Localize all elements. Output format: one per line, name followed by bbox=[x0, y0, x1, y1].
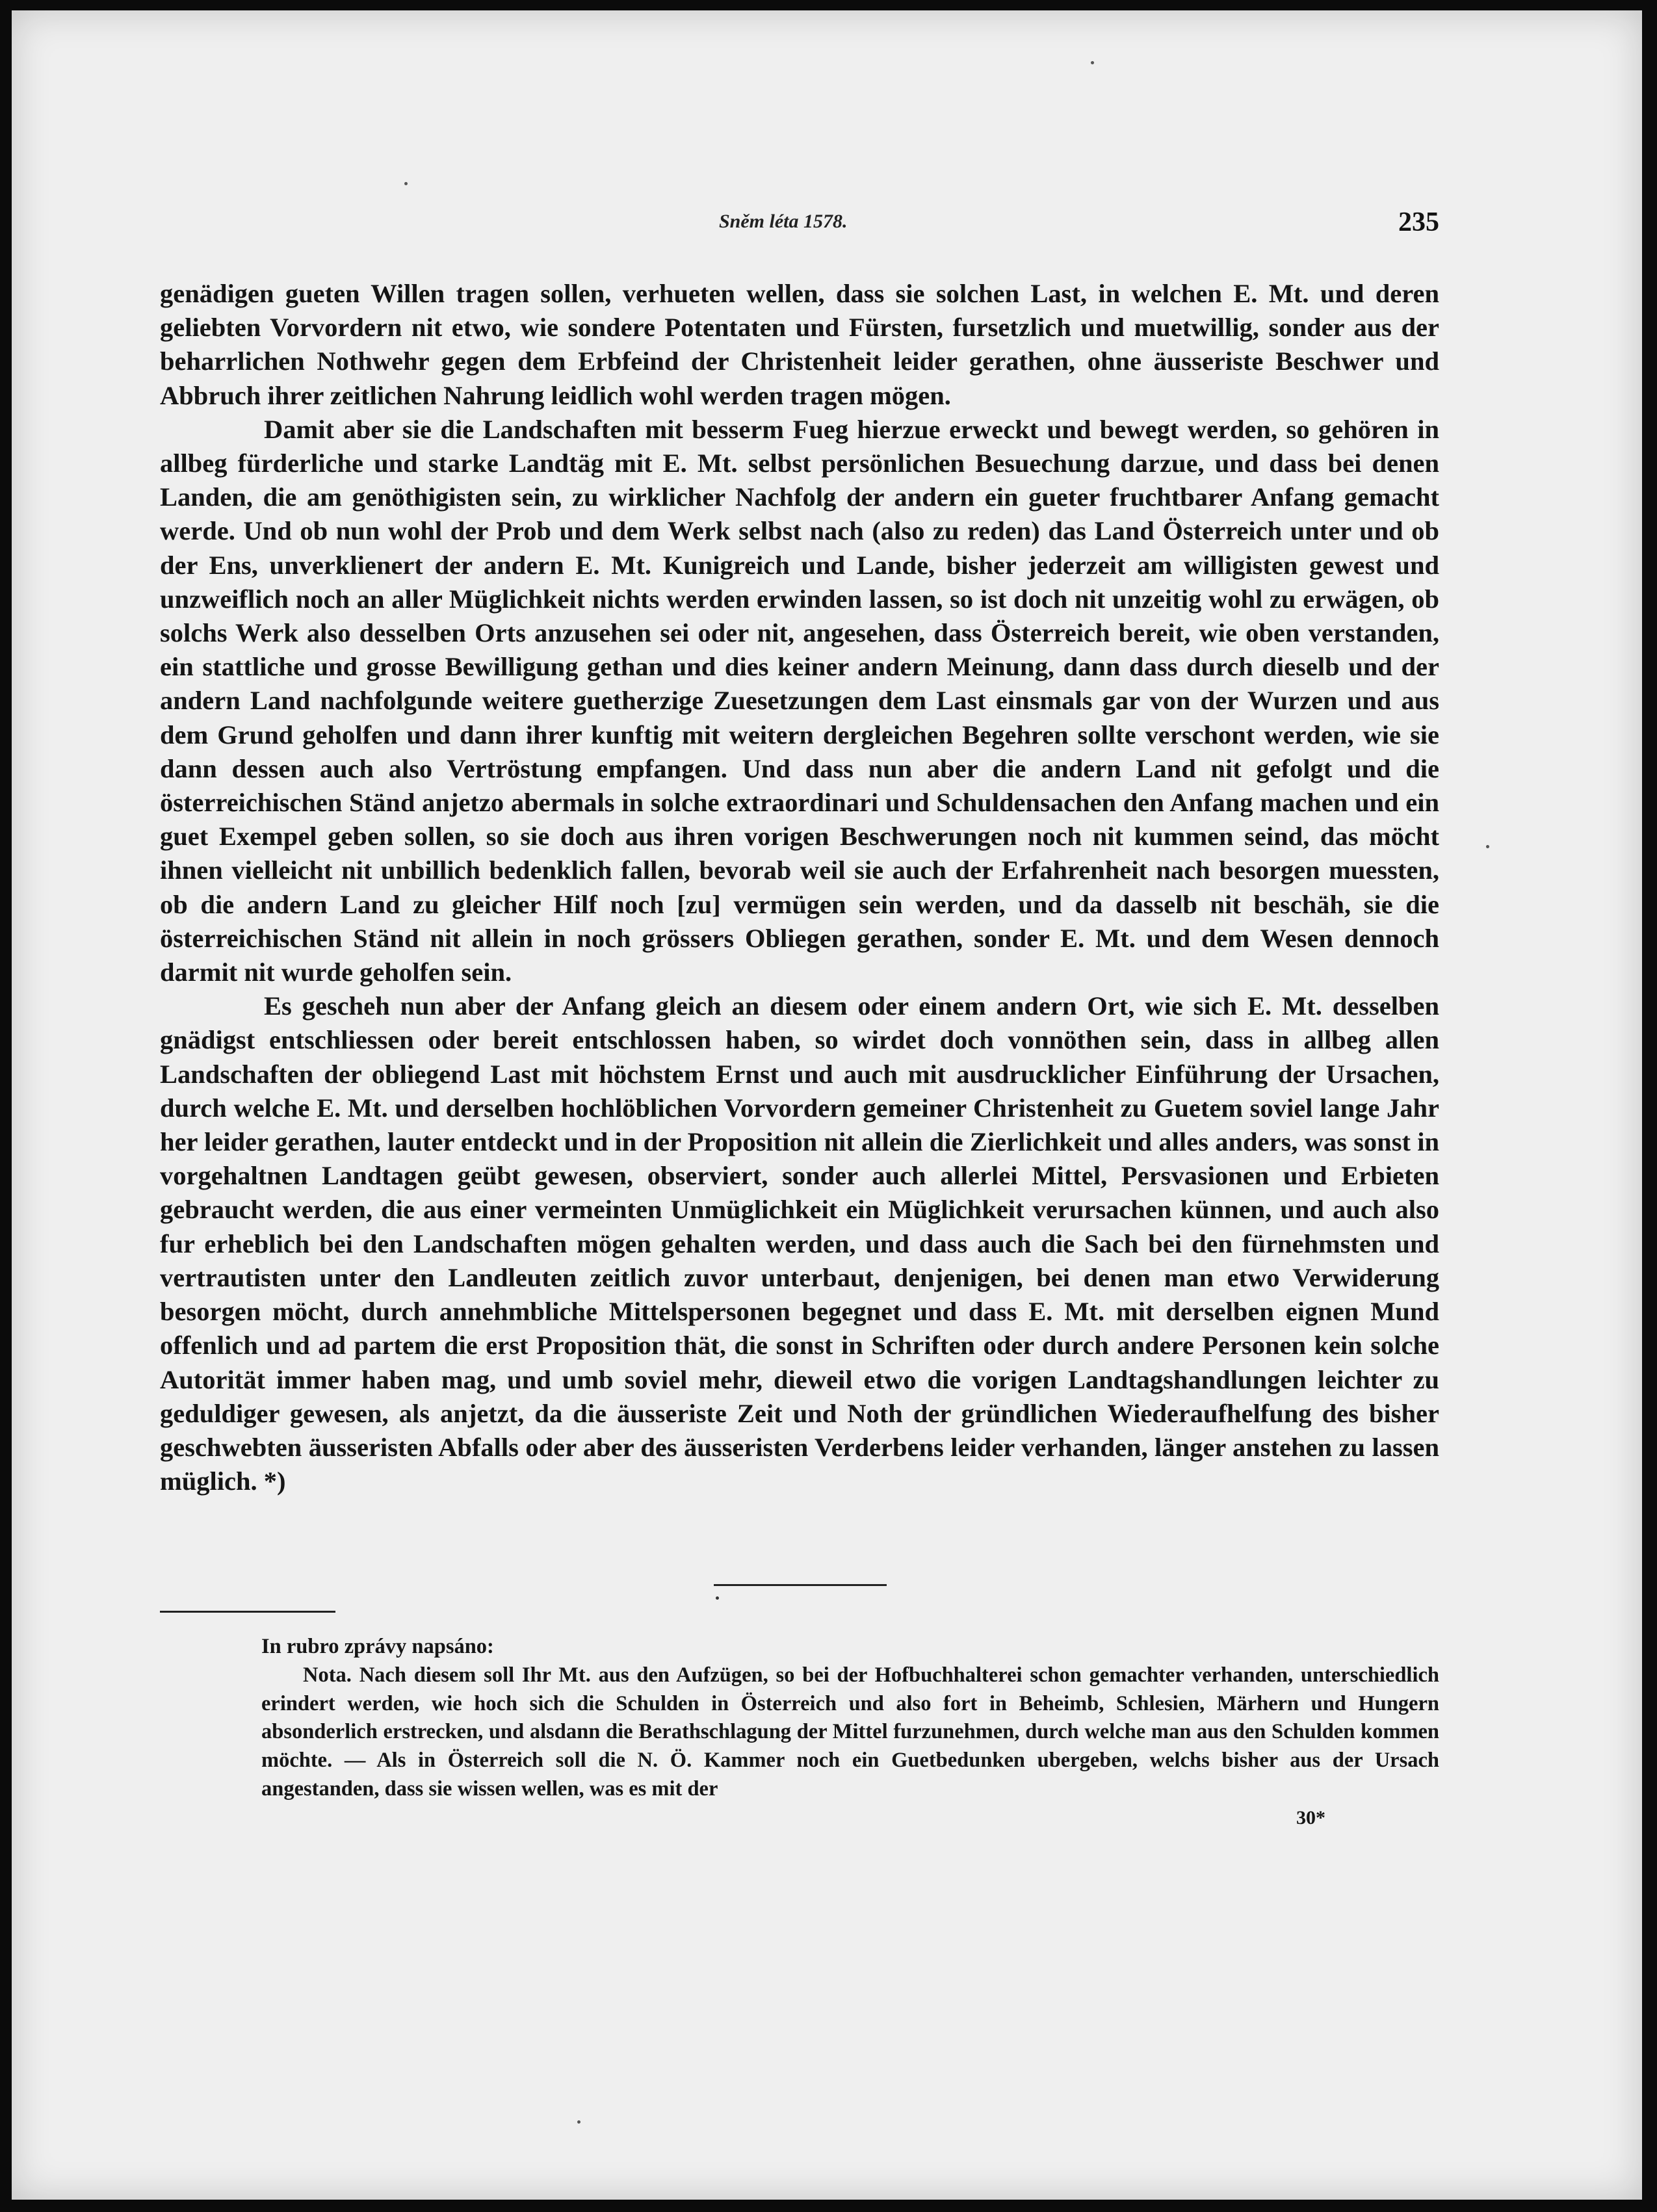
body-paragraph: Es gescheh nun aber der Anfang gleich an diesem oder einem andern Ort, wie sich E. Mt. desselben gnädigst entschliessen oder bereit entschlossen haben, so wirdet doch vonnöthen sein, dass in allbeg allen Landschaften der obliegend Last mit höchstem Ernst und auch mit ausdrucklicher Einführung der Ursachen, durch welche E. Mt. und derselben hochlöblichen Vorvordern gemeiner Christenheit zu Guetem soviel lange Jahr her leider gerathen, lauter entdeckt und in der Proposition nit allein die Zierlichkeit und alles anders, was sonst in vorgehaltnen Landtagen geübt gewesen, observiert, sonder auch allerlei Mittel, Persvasionen und Erbieten gebraucht werden, die aus einer vermeinten Unmüglichkeit ein Müglichkeit verursachen künnen, und auch also fur erheblich bei den Landschaften mögen gehalten werden, und dass auch die Sach bei den fürnehmsten und vertrautisten unter den Landleuten zeitlich zuvor unterbaut, denjenigen, bei denen man etwo Verwiderung besorgen möcht, durch annehmbliche Mittelspersonen begegnet und dass E. Mt. mit derselben eignen Mund offenlich und ad partem die erst Proposition thät, die sonst in Schriften oder durch andere Personen kein solche Autorität immer haben mag, und umb soviel mehr, dieweil etwo die vorigen Landtagshandlungen leichter zu geduldiger gewesen, als anjetzt, da die äusseriste Zeit und Noth der gründlichen Wiederaufhelfung des bisher geschwebten äusseristen Abfalls oder aber des äusseristen Verderbens leider verhanden, länger anstehen zu lassen müglich. *) bbox=[160, 991, 1439, 1496]
paper-speck bbox=[404, 182, 408, 185]
sheet-signature: 30* bbox=[1296, 1807, 1325, 1828]
paper-speck bbox=[1091, 61, 1094, 64]
divider-dot bbox=[716, 1596, 719, 1600]
page-number: 235 bbox=[1398, 207, 1439, 237]
main-text bbox=[160, 277, 1439, 1498]
paper-speck bbox=[577, 2120, 581, 2124]
footnote bbox=[261, 1633, 1439, 1804]
footnote-heading: In rubro zprávy napsáno: bbox=[261, 1635, 494, 1658]
running-title: Sněm léta 1578. bbox=[719, 211, 848, 232]
section-divider bbox=[714, 1584, 887, 1586]
body-paragraph: Damit aber sie die Landschaften mit besserm Fueg hierzue erweckt und bewegt werden, so gehören in allbeg fürderliche und starke Landtäg mit E. Mt. selbst persönlichen Besuechung darzue, und dass bei denen Landen, die am genöthigisten sein, zu wirklicher Nachfolg der andern ein gueter fruchtbarer Anfang gemacht werde. Und ob nun wohl der Prob und dem Werk selbst nach (also zu reden) das Land Österreich unter und ob der Ens, unverklienert der andern E. Mt. Kunigreich und Lande, bisher jederzeit am willigisten gewest und unzweiflich noch an aller Müglichkeit nichts werden erwinden lassen, so ist doch nit unzeitig wohl zu erwägen, ob solchs Werk also desselben Orts anzusehen sei oder nit, angesehen, dass Österreich bereit, wie oben verstanden, ein stattliche und grosse Bewilligung gethan und dies keiner andern Meinung, dann dass durch dieselb und der andern Land nachfolgunde weitere guetherzige Zuesetzungen dem Last einsmals gar von der Wurzen und aus dem Grund geholfen und dann ihrer kunftig mit weitern dergleichen Begehren sollte verschont werden, wie sie dann dessen auch also Vertröstung empfangen. Und dass nun aber die andern Land nit gefolgt und die österreichischen Ständ anjetzo abermals in solche extraordinari und Schuldensachen den Anfang machen und ein guet Exempel geben sollen, so sie doch aus ihren vorigen Beschwerungen noch nit kummen seind, das möcht ihnen vielleicht nit unbillich bedenklich fallen, bevorab weil sie auch der Erfahrenheit nach besorgen muessten, ob die andern Land zu gleicher Hilf noch [zu] vermügen sein werden, und da dasselb nit beschäh, sie die österreichischen Ständ nit allein in noch grössers Obliegen gerathen, sonder E. Mt. und dem Wesen dennoch darmit nit wurde geholfen sein. bbox=[160, 414, 1439, 987]
footnote-text: Nota. Nach diesem soll Ihr Mt. aus den Aufzügen, so bei der Hofbuchhalterei schon gemachter verhanden, unterschiedlich erindert werden, wie hoch sich die Schulden in Österreich und also fort in Beheimb, Schlesien, Märhern und Hungern absonderlich erstrecken, und alsdann die Berathschlagung der Mittel furzunehmen, durch welche man aus den Schulden kommen möchte. — Als in Österreich soll die N. Ö. Kammer noch ein Guetbedunken ubergeben, welchs bisher aus der Ursach angestanden, dass sie wissen wellen, was es mit der bbox=[261, 1663, 1439, 1801]
footnote-rule bbox=[160, 1611, 335, 1613]
body-paragraph: genädigen gueten Willen tragen sollen, verhueten wellen, dass sie solchen Last, in welchen E. Mt. und deren geliebten Vorvordern nit etwo, wie sondere Potentaten und Fürsten, fursetzlich und muetwillig, sonder aus der beharrlichen Nothwehr gegen dem Erbfeind der Christenheit leider gerathen, ohne äusseriste Beschwer und Abbruch ihrer zeitlichen Nahrung leidlich wohl werden tragen mögen. bbox=[160, 279, 1439, 410]
paper-speck bbox=[1486, 845, 1489, 848]
page-header bbox=[160, 207, 1439, 239]
